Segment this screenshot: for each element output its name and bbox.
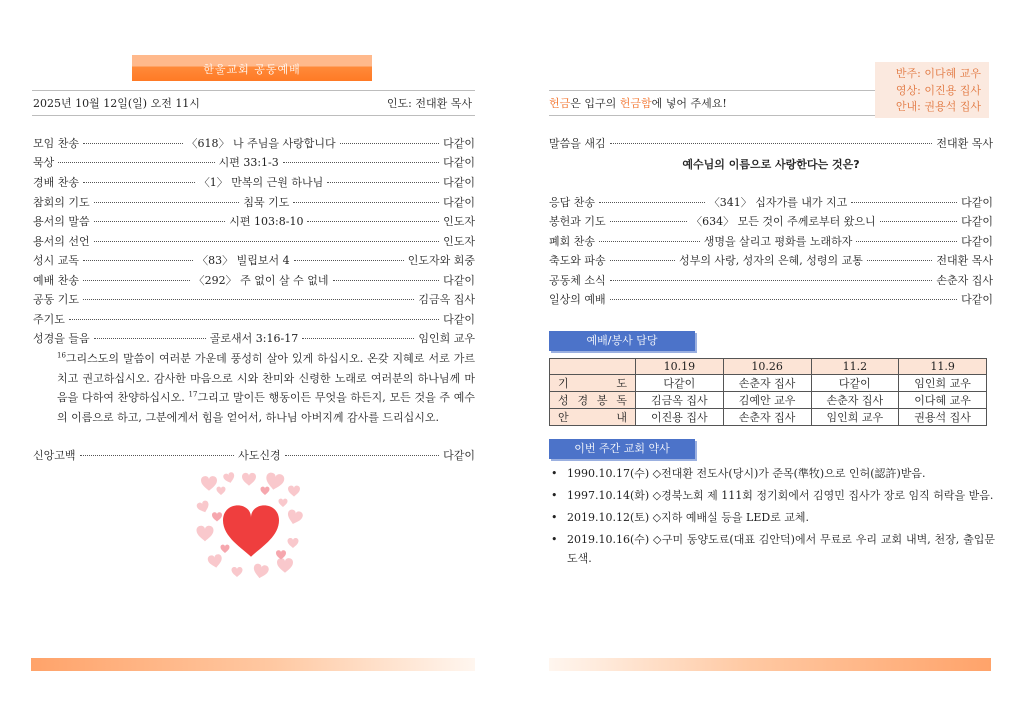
order-person: 임인희 교우: [418, 332, 476, 345]
table-cell: 이다혜 교우: [899, 392, 987, 409]
verse-number: 17: [188, 390, 198, 399]
order-item: [33, 135, 475, 151]
service-date: 2025년 10월 12일(일) 오전 11시: [33, 97, 200, 110]
role-cell: 성 경 봉 독: [550, 392, 636, 409]
order-label: 용서의 말씀: [33, 215, 90, 228]
order-person: 전대환 목사: [936, 254, 993, 267]
order-item: [33, 311, 475, 327]
order-item: [33, 154, 475, 170]
table-cell: 권용석 집사: [899, 409, 987, 426]
service-leader: 인도: 전대환 목사: [386, 97, 472, 110]
verse-text: 그리고 말이든 행동이든 무엇을 하든지, 모든 것을 주 예수의 이름으로 하고, 그분에게서 힘을 얻어서, 하나님 아버지께 감사를 드리십시오.: [57, 391, 476, 424]
order-content: 골로새서 3:16-17: [209, 332, 299, 345]
bulletin-title-band: [132, 55, 372, 81]
order-item: [549, 252, 993, 268]
order-item: [549, 233, 993, 249]
order-label: 성시 교독: [33, 254, 80, 267]
duty-heading: 예배/봉사 담당: [549, 331, 695, 351]
order-item: [549, 291, 993, 307]
table-row: [550, 375, 987, 392]
role-accompanist: 반주: 이다혜 교우: [895, 67, 981, 80]
order-person: 인도자와 회중: [407, 254, 475, 267]
table-cell: 손춘자 집사: [723, 409, 811, 426]
role-video: 영상: 이진용 집사: [895, 83, 981, 97]
roles-box: [875, 62, 989, 118]
offering-notice: 헌금은 입구의 헌금함에 넣어 주세요!: [549, 97, 727, 110]
order-label: 봉헌과 기도: [549, 215, 606, 228]
order-label: 모임 찬송: [33, 137, 80, 150]
order-label: 공동 기도: [33, 293, 80, 306]
table-cell: 김예안 교우: [723, 392, 811, 409]
list-item: • 2019.10.16(수) ◇구미 동양도료(대표 김안덕)에서 무료로 우리 교회 내벽, 천장, 출입문 도색.: [549, 530, 995, 568]
order-content: 〈341〉 십자가를 내가 지고: [708, 196, 848, 209]
order-person: 손춘자 집사: [936, 274, 993, 287]
footer-bar-left: [31, 658, 475, 671]
table-cell: 손춘자 집사: [723, 375, 811, 392]
history-heading: 이번 주간 교회 약사: [549, 439, 695, 459]
footer-bar-right: [549, 658, 991, 671]
order-content: 〈83〉 빌립보서 4: [197, 254, 290, 267]
table-cell: 임인희 교우: [899, 375, 987, 392]
order-content: 〈292〉 주 없이 살 수 없네: [193, 274, 329, 287]
order-item: [33, 291, 475, 307]
order-item: [549, 213, 993, 229]
list-item: • 2019.10.12(토) ◇지하 예배실 등을 LED로 교체.: [549, 508, 995, 527]
history-list: [549, 464, 995, 571]
order-person: 다같이: [443, 196, 476, 209]
order-label: 폐회 찬송: [549, 235, 596, 248]
order-person: 다같이: [443, 274, 475, 287]
order-label: 신앙고백: [33, 449, 76, 462]
duty-table: [549, 358, 987, 426]
order-person: 전대환 목사: [936, 137, 993, 150]
order-item: [33, 272, 475, 288]
date-header: 10.19: [636, 359, 724, 375]
role-usher: 안내: 권용석 집사: [895, 100, 981, 113]
order-item: [33, 252, 475, 268]
order-person: 다같이: [443, 156, 476, 169]
table-row: [550, 392, 987, 409]
order-item: [33, 174, 475, 190]
order-content: 생명을 살리고 평화를 노래하자: [703, 235, 853, 248]
order-content: 시편 103:8-10: [229, 215, 304, 228]
sermon-title: 예수님의 이름으로 사랑한다는 것은?: [682, 158, 860, 171]
order-item: [33, 330, 475, 346]
role-cell: 안 내: [550, 409, 636, 426]
date-header: 11.9: [899, 359, 987, 375]
order-content: 침묵 기도: [243, 196, 290, 209]
order-person: 다같이: [443, 137, 475, 150]
date-header: 11.2: [811, 359, 899, 375]
verse-number: 16: [57, 351, 66, 360]
table-cell: 김금옥 집사: [636, 392, 724, 409]
order-label: 축도와 파송: [549, 254, 606, 267]
order-item: [33, 447, 475, 463]
order-label: 용서의 선언: [33, 235, 90, 248]
order-label: 성경을 들음: [33, 332, 90, 345]
order-person: 다같이: [961, 235, 994, 248]
table-cell: 다같이: [811, 375, 899, 392]
notice-emphasis: 헌금함: [619, 97, 652, 110]
table-cell: 이진용 집사: [636, 409, 724, 426]
order-label: 묵상: [33, 156, 55, 169]
scripture-text: [57, 349, 475, 427]
order-content: 성부의 사랑, 성자의 은혜, 성령의 교통: [679, 254, 863, 267]
order-label: 참회의 기도: [33, 196, 90, 209]
list-item: • 1997.10.14(화) ◇경북노회 제 111회 정기회에서 김영민 집사가 장로 임직 허락을 받음.: [549, 486, 995, 505]
order-person: 다같이: [443, 313, 475, 326]
table-header-row: [550, 359, 987, 375]
order-label: 응답 찬송: [549, 196, 596, 209]
order-person: 다같이: [961, 293, 993, 306]
divider: [549, 115, 875, 116]
order-item: [549, 272, 993, 288]
table-cell: 손춘자 집사: [811, 392, 899, 409]
order-label: 말씀을 새김: [549, 137, 606, 150]
order-label: 일상의 예배: [549, 293, 606, 306]
hearts-illustration: [195, 468, 307, 582]
order-person: 김금옥 집사: [418, 293, 475, 306]
order-person: 다같이: [443, 176, 475, 189]
notice-emphasis: 헌금: [549, 97, 571, 110]
order-item: [33, 194, 475, 210]
order-content: 〈618〉 나 주님을 사랑합니다: [186, 137, 336, 150]
divider: [549, 90, 875, 91]
order-person: 다같이: [961, 196, 993, 209]
order-label: 주기도: [33, 313, 65, 326]
order-content: 〈1〉 만복의 근원 하나님: [198, 176, 324, 189]
order-label: 경배 찬송: [33, 176, 80, 189]
list-item: • 1990.10.17(수) ◇전대환 전도사(당시)가 준목(準牧)으로 인허(認許)받음.: [549, 464, 995, 483]
verse-text: 그리스도의 말씀이 여러분 가운데 풍성히 살아 있게 하십시오. 온갖 지혜로 서로 가르치고 권고하십시오. 감사한 마음으로 시와 찬미와 신령한 노래로 여러분의 하나님께 마음을 다하여 찬양하십시오.: [57, 352, 475, 404]
order-person: 다같이: [443, 449, 476, 462]
order-label: 공동체 소식: [549, 274, 606, 287]
table-cell: 다같이: [636, 375, 724, 392]
table-row: [550, 409, 987, 426]
table-cell: 임인희 교우: [811, 409, 899, 426]
order-content: 〈634〉 모든 것이 주께로부터 왔으니: [691, 215, 876, 228]
order-item: [549, 135, 993, 151]
order-item: [549, 194, 993, 210]
order-item: [33, 213, 475, 229]
bulletin-title: 한울교회 공동예배: [203, 63, 301, 76]
date-header: 10.26: [723, 359, 811, 375]
order-content: 시편 33:1-3: [218, 156, 279, 169]
order-person: 인도자: [443, 215, 476, 228]
order-label: 예배 찬송: [33, 274, 80, 287]
order-person: 인도자: [443, 235, 475, 248]
order-item: [33, 233, 475, 249]
role-cell: 기 도: [550, 375, 636, 392]
order-content: 사도신경: [238, 449, 281, 462]
order-person: 다같이: [961, 215, 993, 228]
divider: [32, 115, 475, 116]
divider: [32, 90, 475, 91]
